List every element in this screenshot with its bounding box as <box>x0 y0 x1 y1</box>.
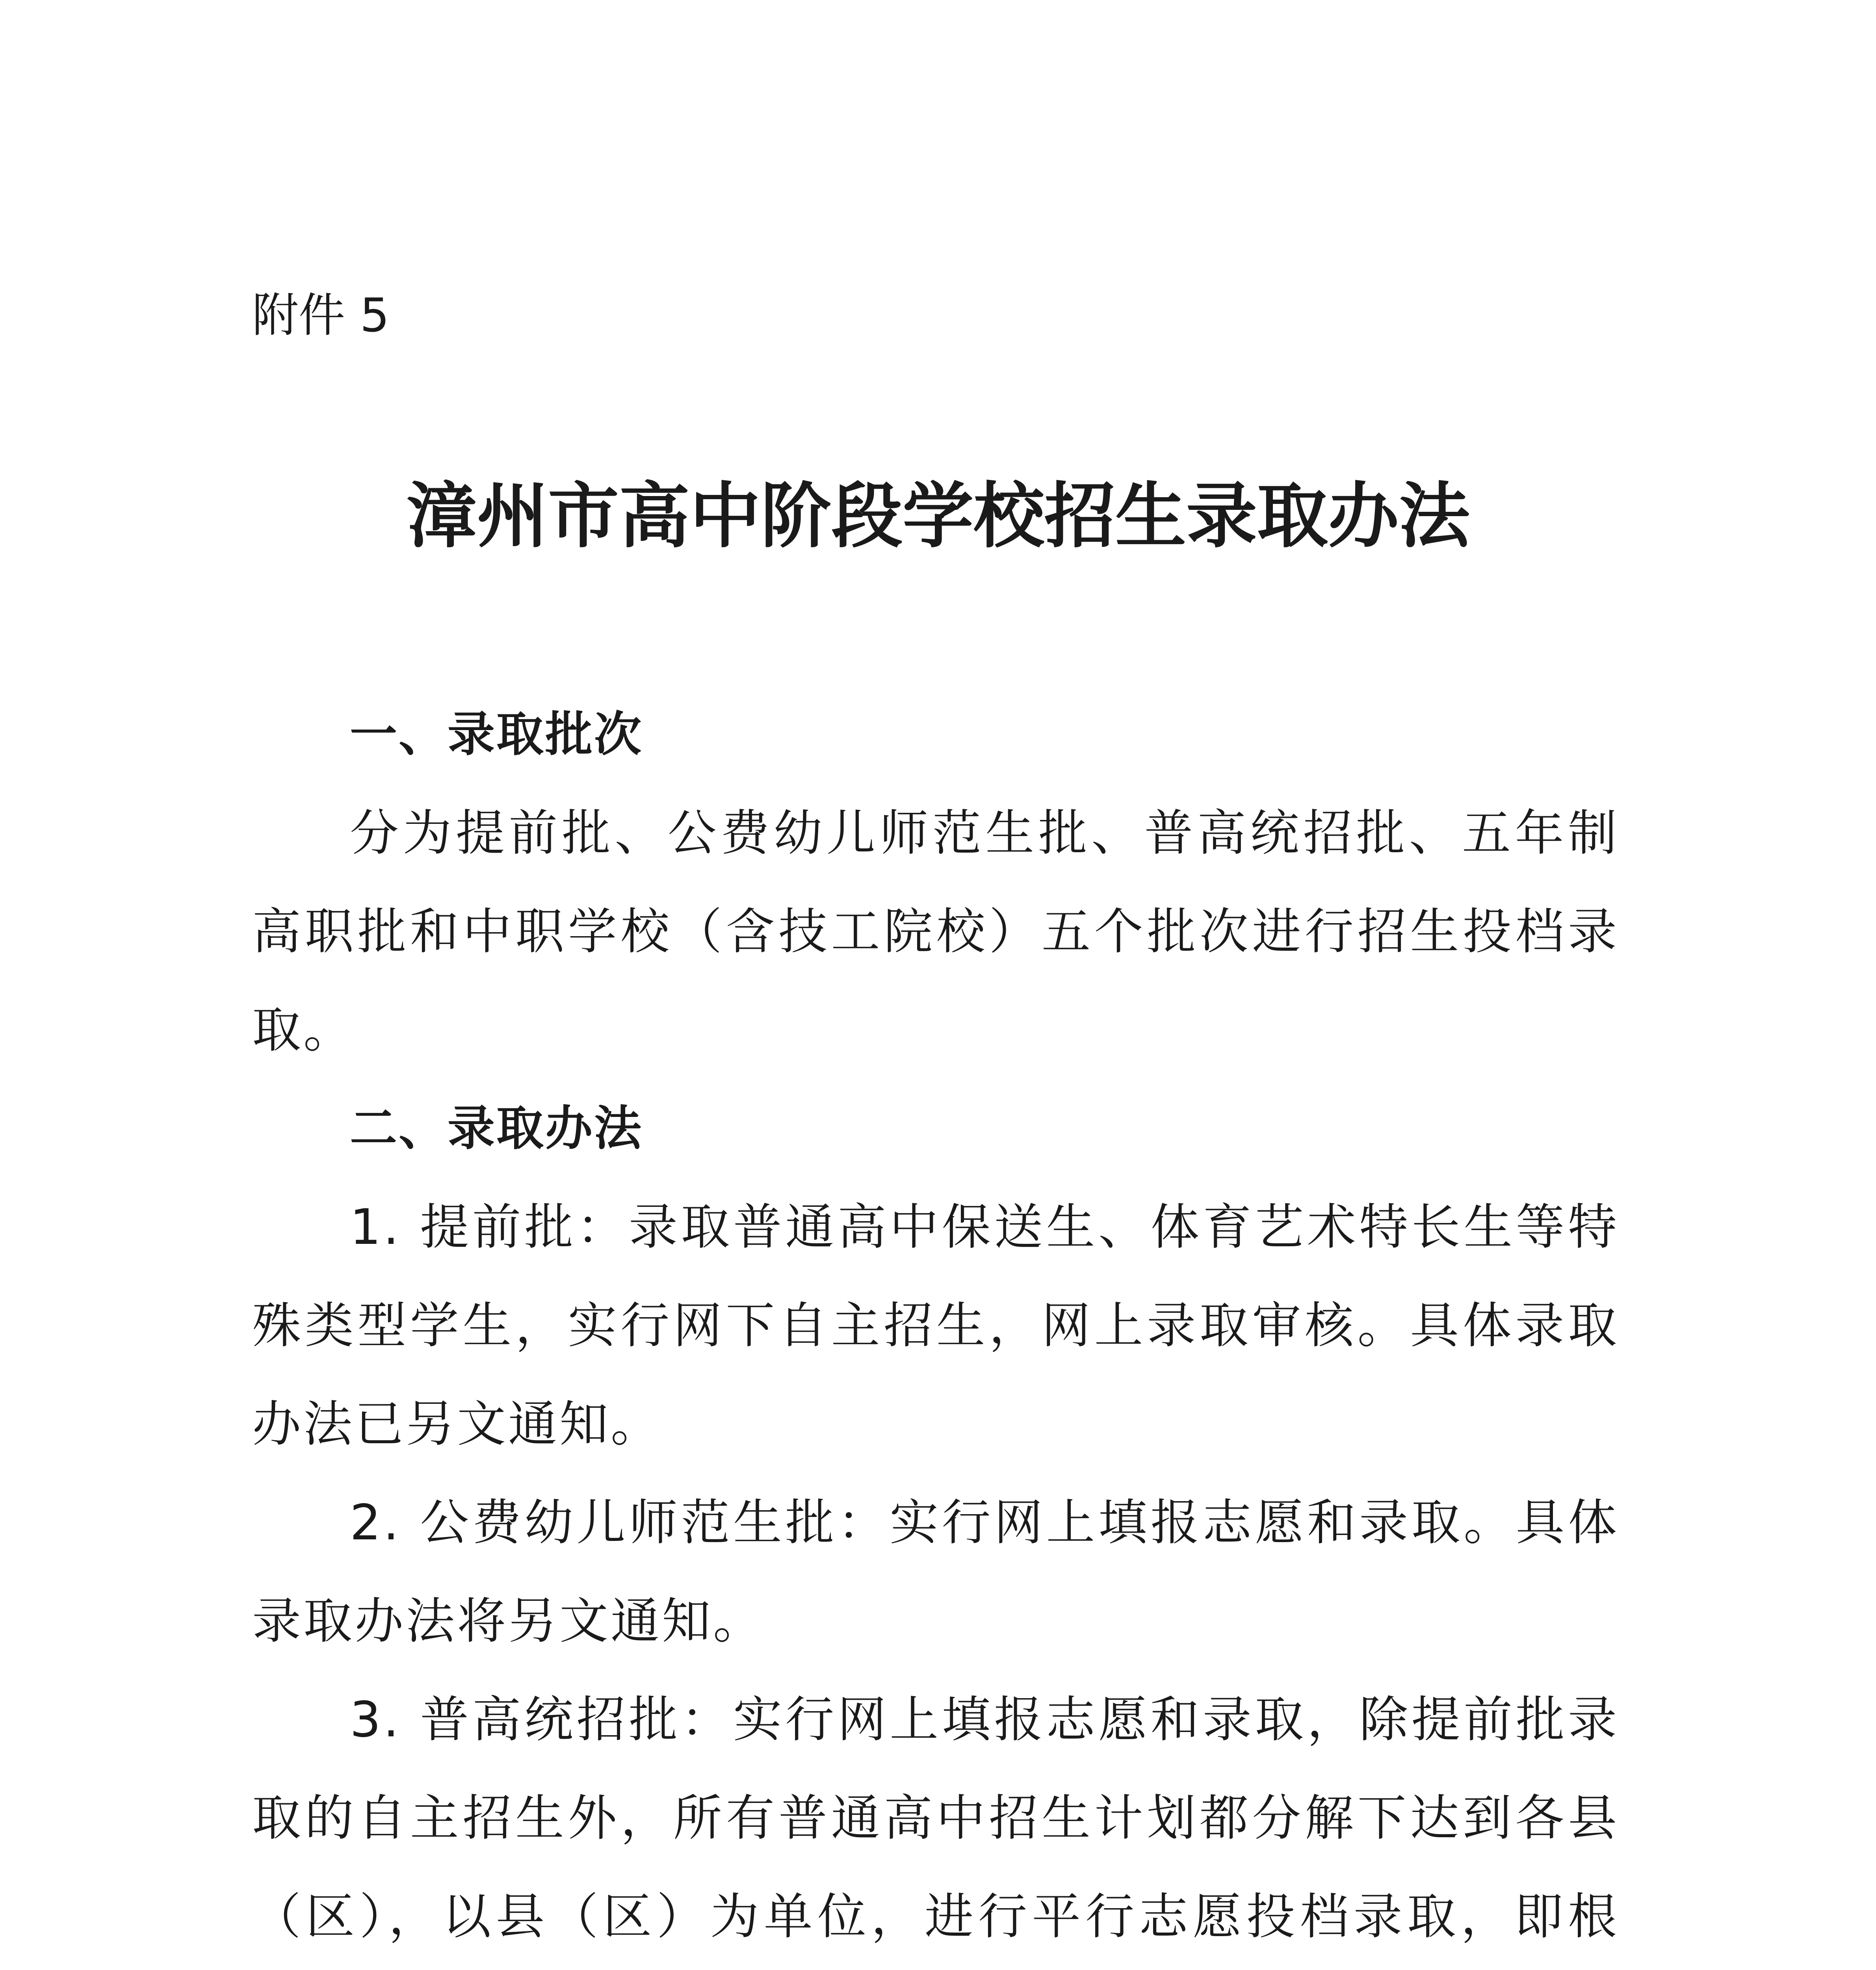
document-body <box>252 686 1619 1970</box>
section-heading-admission-methods: 二、录取办法 <box>350 1101 643 1156</box>
paragraph-item-2 <box>252 1474 1619 1671</box>
item-3-text: 实行网上填报志愿和录取，除提前批录取的自主招生外，所有普通高中招生计划都分解下达到各县（区），以县（区）为单位，进行平行志愿投档录取，即根 <box>252 1691 1619 1945</box>
attachment-label: 附件 5 <box>252 288 390 342</box>
item-1-lead: 1. 提前批： <box>350 1199 629 1256</box>
item-2-lead: 2. 公费幼儿师范生批： <box>350 1494 890 1551</box>
item-1-text: 录取普通高中保送生、体育艺术特长生等特殊类型学生，实行网下自主招生，网上录取审核。具体录取办法已另文通知。 <box>252 1199 1619 1453</box>
paragraph-admission-batches <box>252 784 1619 1080</box>
section-heading-admission-batches: 一、录取批次 <box>350 707 643 762</box>
item-2-text: 实行网上填报志愿和录取。具体录取办法将另文通知。 <box>252 1494 1619 1650</box>
paragraph-item-1 <box>252 1178 1619 1474</box>
item-3-lead: 3. 普高统招批： <box>350 1691 733 1748</box>
paragraph-item-3 <box>252 1671 1619 1970</box>
document-title: 漳州市高中阶段学校招生录取办法 <box>406 474 1470 558</box>
paragraph-text: 分为提前批、公费幼儿师范生批、普高统招批、五年制高职批和中职学校（含技工院校）五个批次进行招生投档录取。 <box>252 805 1619 1059</box>
